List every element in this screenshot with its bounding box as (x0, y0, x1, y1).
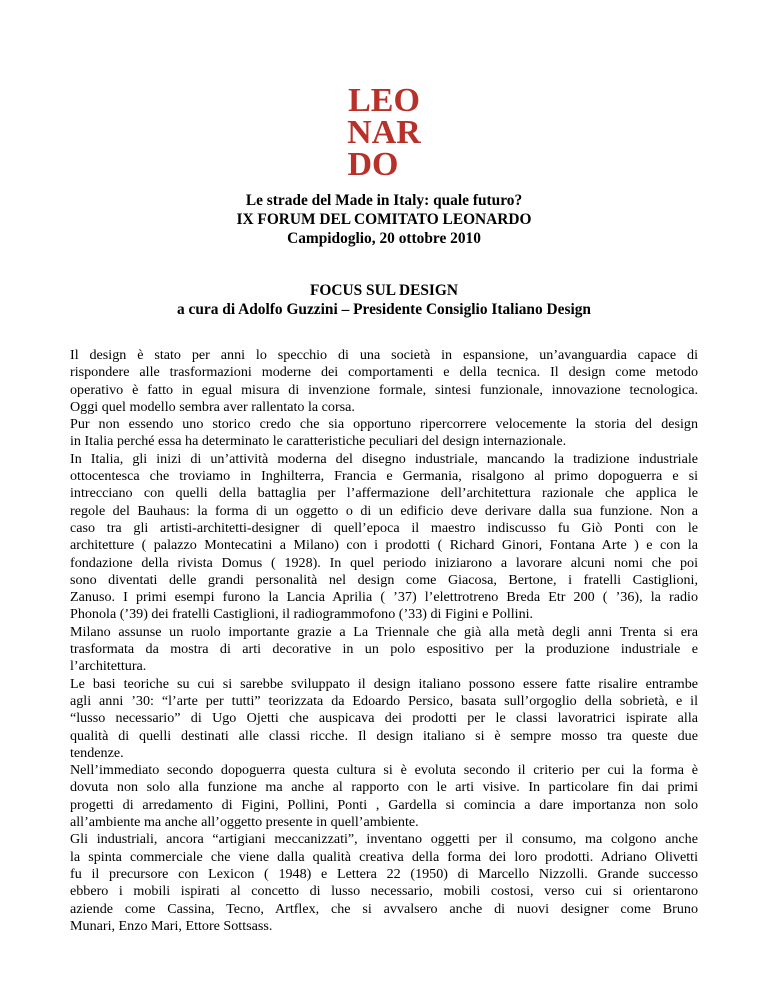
body-line: agli anni ’30: “l’arte per tutti” teorizzata da Edoardo Persico, basata sull’orgoglio della sobrietà, e il (70, 692, 698, 709)
body-line: sono diventati delle grandi personalità nel design come Giacosa, Bertone, i fratelli Castiglioni, (70, 571, 698, 588)
body-line: trasformata da mostra di arti decorative in un polo espositivo per la produzione industriale e (70, 641, 698, 658)
body-line: Zanuso. I primi esempi furono la Lancia Aprilia ( ’37) l’elettrotreno Breda Etr 200 ( ’36), la radio (70, 589, 698, 606)
focus-heading: FOCUS SUL DESIGN (310, 282, 458, 299)
body-line: Gli industriali, ancora “artigiani meccanizzati”, inventano oggetti per il consumo, ma colgono anche (70, 831, 698, 848)
body-line: in Italia perché essa ha determinato le caratteristiche peculiari del design internazionale. (70, 433, 567, 450)
body-line: Nell’immediato secondo dopoguerra questa cultura si è evoluta secondo il criterio per cui la forma è (70, 762, 698, 779)
body-line: progetti di arredamento di Figini, Pollini, Ponti , Gardella si comincia a dare importanza non solo (70, 796, 698, 813)
body-line: In Italia, gli inizi di un’attività moderna del disegno industriale, mancando la tradizione industriale (70, 450, 698, 467)
body-line: l’architettura. (70, 658, 147, 675)
body-line: tendenze. (70, 744, 124, 761)
body-line: qualità di quelli destinati alle classi ricche. Il design italiano si è sempre mosso tra queste due (70, 727, 698, 744)
body-line: dovuta non solo alla funzione ma anche al rapporto con le arti visive. In particolare fin dai primi (70, 779, 698, 796)
body-line: “lusso necessario” di Ugo Ojetti che auspicava dei prodotti per le classi lavoratrici ispirate alla (70, 710, 698, 727)
body-line: rispondere alle trasformazioni moderne dei comportamenti e della tecnica. Il design come metodo (70, 364, 698, 381)
body-line: Le basi teoriche su cui si sarebbe sviluppato il design italiano possono essere fatte risalire entrambe (70, 675, 698, 692)
body-line: ebbero i mobili ispirati al concetto di lusso necessario, mobili costosi, verso cui si orientarono (70, 883, 698, 900)
body-line: fondazione della rivista Domus ( 1928). In quel periodo iniziarono a lavorare alcuni nomi che poi (70, 554, 698, 571)
body-line: ottocentesca che troviamo in Inghilterra, Francia e Germania, risalgono al primo dopoguerra e si (70, 468, 698, 485)
body-line: Milano assunse un ruolo importante grazie a La Triennale che già alla metà degli anni Trenta si era (70, 623, 698, 640)
body-line: Oggi quel modello sembra aver rallentato la corsa. (70, 398, 355, 415)
logo-line-1: LEO (348, 83, 420, 119)
body-line: la spinta commerciale che viene dalla qualità creativa della forma dei loro prodotti. Adriano Olivetti (70, 848, 698, 865)
leonardo-logo-graphic (347, 83, 421, 177)
forum-subtitle: Le strade del Made in Italy: quale futuro? (245, 192, 523, 209)
body-line: operativo è fatto in egual misura di invenzione formale, sintesi funzionale, innovazione tecnologica. (70, 381, 698, 398)
body-line: fu il precursore con Lexicon ( 1948) e Lettera 22 (1950) di Marcello Nizzolli. Grande successo (70, 865, 698, 882)
focus-byline: a cura di Adolfo Guzzini – Presidente Consiglio Italiano Design (176, 301, 591, 318)
forum-place-date: Campidoglio, 20 ottobre 2010 (287, 230, 481, 247)
body-line: Il design è stato per anni lo specchio di una società in espansione, un’avanguardia capace di (70, 347, 698, 363)
body-line: architetture ( palazzo Montecatini a Milano) con i prodotti ( Richard Ginori, Fontana Arte ) e con la (70, 537, 698, 554)
logo-line-3: DO (347, 146, 399, 177)
body-line: all’ambiente ma anche all’oggetto presente in quell’ambiente. (70, 814, 419, 831)
logo-line-2: NAR (347, 114, 421, 151)
forum-title-block (0, 191, 768, 248)
article-body (70, 347, 698, 935)
leonardo-logo (347, 83, 421, 177)
body-line: Pur non essendo uno storico credo che sia opportuno ripercorrere velocemente la storia del design (70, 416, 698, 433)
focus-heading-block (0, 281, 768, 319)
body-line: intrecciano con quelli della battaglia per l’affermazione dell’architettura razionale che applica le (70, 485, 698, 502)
forum-name: IX FORUM DEL COMITATO LEONARDO (236, 211, 532, 228)
body-line: Phonola (’39) dei fratelli Castiglioni, il radiogrammofono (’33) di Figini e Pollini. (70, 606, 534, 623)
body-line: caso tra gli artisti-architetti-designer di quell’epoca il maestro indiscusso fu Giò Ponti con le (70, 519, 698, 536)
body-line: regole del Bauhaus: la forma di un oggetto o di un edificio deve derivare dalla sua funzione. Non a (70, 502, 698, 519)
body-line: Munari, Enzo Mari, Ettore Sottsass. (70, 917, 273, 934)
body-line: aziende come Cassina, Tecno, Artflex, che si avvalsero anche di nuovi designer come Bruno (70, 900, 698, 917)
